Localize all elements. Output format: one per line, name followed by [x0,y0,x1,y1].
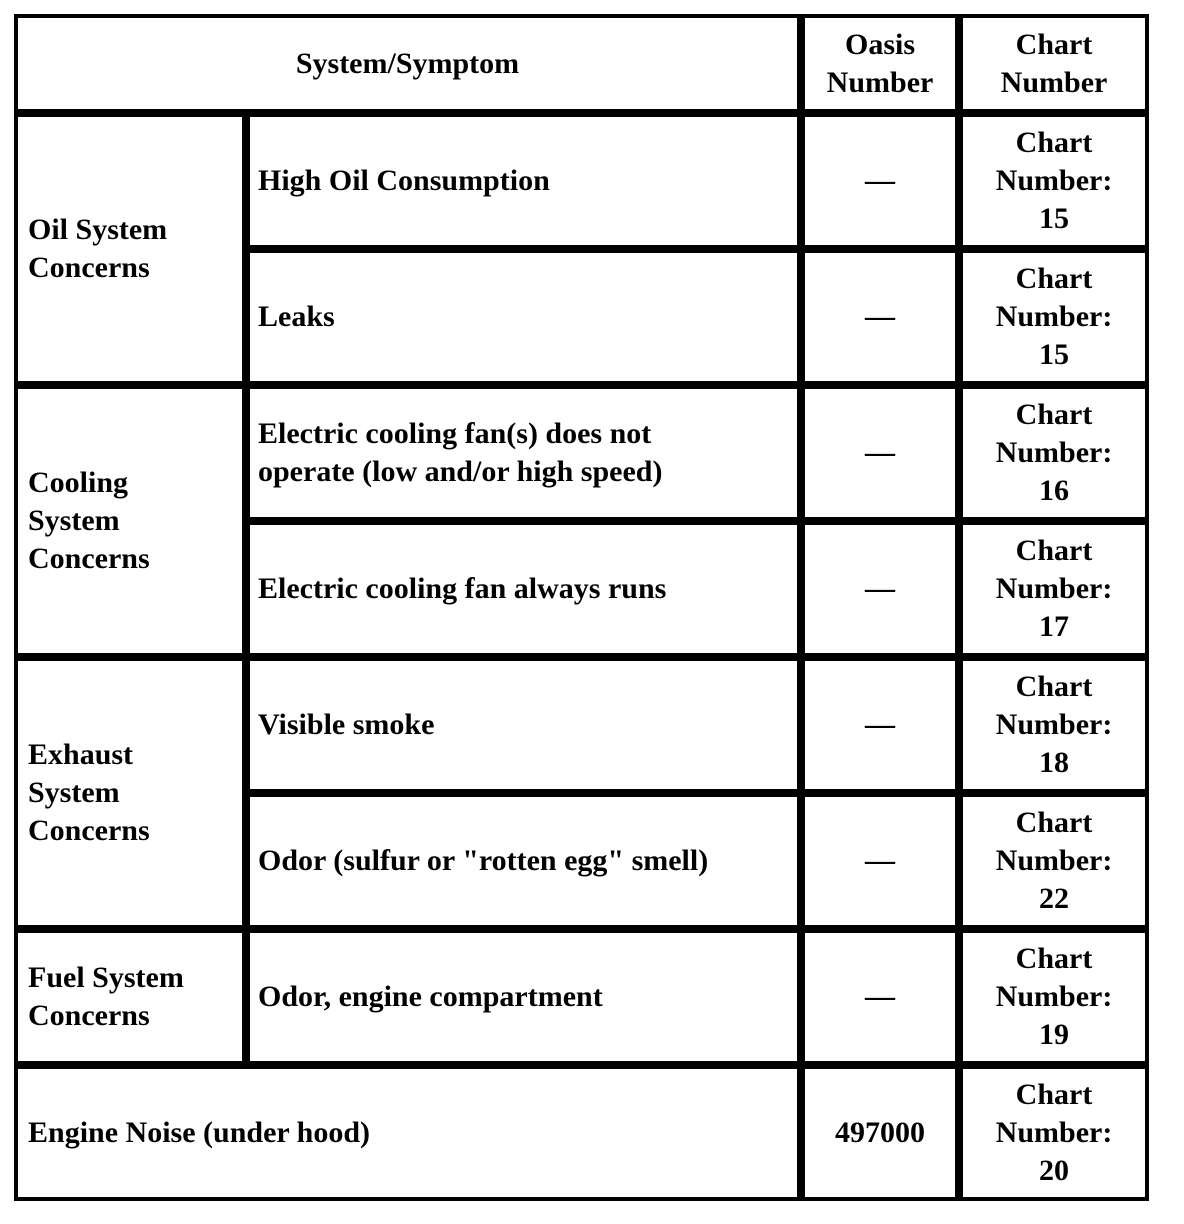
header-chart-line1: Chart [1015,27,1093,61]
chart-prefix: Number: [995,300,1113,333]
chart-prefix: Chart [1015,806,1093,839]
chart-cell [963,117,1145,253]
chart-prefix: Number: [995,164,1113,197]
symptom-line: operate (low and/or high speed) [258,455,663,488]
system-label-line: Concerns [28,814,150,847]
chart-cell [963,933,1145,1069]
symptom-cell: Electric cooling fan always runs [250,525,805,661]
chart-prefix: Chart [1015,126,1093,159]
header-chart-line2: Number [1000,65,1108,99]
system-label-line: System [28,504,120,537]
oasis-cell: — [805,933,963,1069]
engine-noise-cell: Engine Noise (under hood) [18,1069,805,1197]
chart-prefix: Number: [995,572,1113,605]
oasis-cell: — [805,661,963,797]
header-oasis-line2: Number [826,65,934,99]
diagnostic-table [14,14,1149,1201]
chart-number: 20 [1039,1154,1069,1187]
table-row [18,389,1145,525]
system-label-line: Exhaust [28,738,134,771]
system-label-line: Concerns [28,542,150,575]
chart-number: 22 [1039,882,1069,915]
oasis-cell: 497000 [805,1069,963,1197]
chart-number: 19 [1039,1018,1069,1051]
oasis-cell: — [805,117,963,253]
system-label-line: Concerns [28,251,150,284]
chart-prefix: Number: [995,980,1113,1013]
chart-cell [963,389,1145,525]
system-label-line: System [28,776,120,809]
oasis-cell: — [805,525,963,661]
chart-number: 16 [1039,474,1069,507]
chart-prefix: Chart [1015,398,1093,431]
chart-number: 15 [1039,202,1069,235]
oasis-cell: — [805,797,963,933]
table-row [18,117,1145,253]
chart-prefix: Chart [1015,1078,1093,1111]
chart-cell [963,525,1145,661]
oasis-cell: — [805,389,963,525]
system-label-line: Fuel System [28,961,184,994]
chart-prefix: Chart [1015,670,1093,703]
table-row [18,1069,1145,1197]
header-chart-number [963,18,1145,117]
chart-cell [963,1069,1145,1197]
symptom-line: Electric cooling fan(s) does not [258,417,652,450]
system-cell-fuel [18,933,250,1069]
oasis-cell: — [805,253,963,389]
chart-prefix: Chart [1015,534,1093,567]
header-row [18,18,1145,117]
table-row [18,661,1145,797]
chart-prefix: Number: [995,844,1113,877]
chart-number: 18 [1039,746,1069,779]
header-oasis-line1: Oasis [844,27,916,61]
symptom-cell: Leaks [250,253,805,389]
system-label-line: Oil System [28,213,168,246]
symptom-cell: High Oil Consumption [250,117,805,253]
header-system-symptom: System/Symptom [18,18,805,117]
chart-number: 17 [1039,610,1069,643]
chart-cell [963,253,1145,389]
symptom-cell: Odor (sulfur or "rotten egg" smell) [250,797,805,933]
system-cell-cooling [18,389,250,661]
symptom-cell: Odor, engine compartment [250,933,805,1069]
chart-cell [963,661,1145,797]
table-row [18,933,1145,1069]
chart-prefix: Chart [1015,262,1093,295]
system-cell-oil [18,117,250,389]
symptom-cell [250,389,805,525]
chart-prefix: Number: [995,708,1113,741]
chart-prefix: Number: [995,436,1113,469]
symptom-cell: Visible smoke [250,661,805,797]
header-oasis-number [805,18,963,117]
chart-cell [963,797,1145,933]
system-cell-exhaust [18,661,250,933]
system-label-line: Concerns [28,999,150,1032]
system-label-line: Cooling [28,466,129,499]
chart-number: 15 [1039,338,1069,371]
chart-prefix: Number: [995,1116,1113,1149]
chart-prefix: Chart [1015,942,1093,975]
